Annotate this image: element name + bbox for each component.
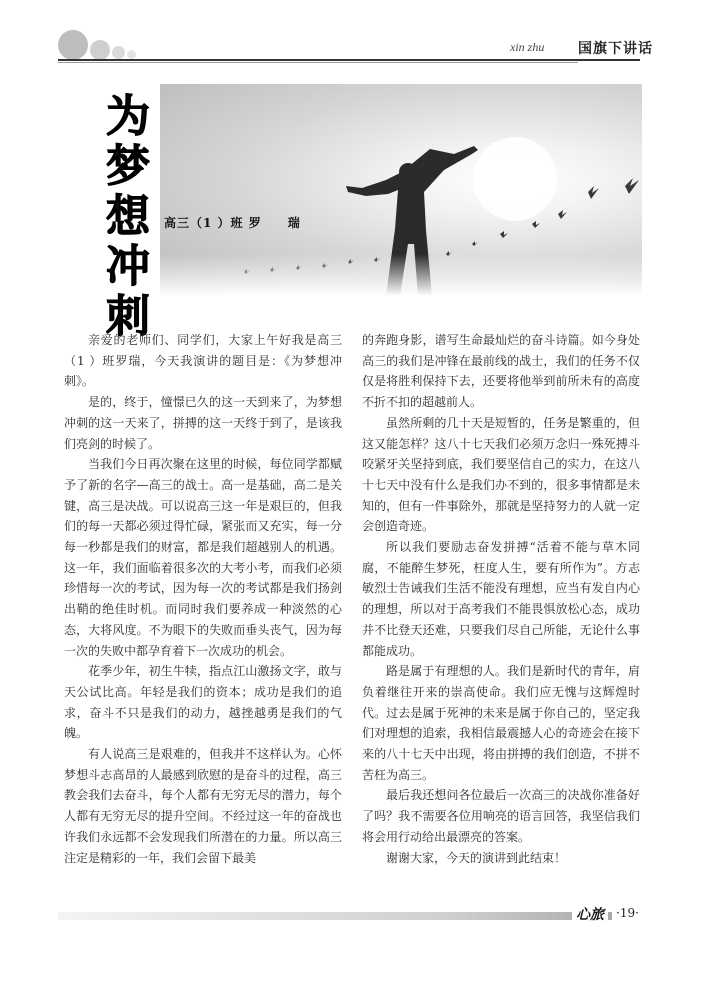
paragraph: 谢谢大家，今天的演讲到此结束！ <box>386 850 567 865</box>
footer-bar <box>58 912 618 920</box>
paragraph: 亲爱的老师们、同学们，大家上午好我是高三（1 ）班罗瑞，今天我演讲的题目是：《为梦想冲刺》。 <box>64 333 342 389</box>
article-title <box>100 92 156 342</box>
dot-small <box>112 46 125 59</box>
banner-fade <box>160 254 642 296</box>
dot-tiny <box>127 50 136 59</box>
article-column-left <box>64 330 342 868</box>
sun-icon <box>473 137 557 221</box>
title-char: 想 <box>106 191 150 242</box>
paragraph: 是的，终于，憧憬已久的这一天到来了，为梦想冲刺的这一天来了，拼搏的这一天终于到了，是该我们亮剑的时候了。 <box>64 395 342 451</box>
title-char: 梦 <box>106 141 150 192</box>
article-author: 高三（1 ）班 罗 瑞 <box>164 216 301 230</box>
paragraph: 路是属于有理想的人。我们是新时代的青年，肩负着继往开来的崇高使命。我们应无愧与这辉煌时代。过去是属于死神的未来是属于你自己的，坚定我们对理想的追索，我相信最震撼人心的奇迹会在接下来的八十七天中出现，将由拼搏的我们创造，不拼不苦枉为高三。 <box>362 664 640 782</box>
header-pinyin: xin zhu <box>510 40 545 54</box>
title-char: 刺 <box>106 291 150 342</box>
header-rule-thin <box>58 62 578 63</box>
paragraph: 当我们今日再次聚在这里的时候，每位同学都赋予了新的名字—高三的战士。高一是基础，高二是关键，高三是决战。可以说高三这一年是艰巨的，但我们的每一天都必须过得忙碌，紧张而又充实，每一分每一秒都是我们的财富，都是我们超越别人的机遇。这一年，我们面临着很多次的大考小考，而我们必须珍惜每一次的考试，因为每一次的考试都是我们扬剑出鞘的绝佳时机。而同时我们要养成一种淡然的心态，大将风度。不为眼下的失败而垂头丧气，因为每一次的失败中都孕育着下一次成功的机会。 <box>64 457 342 658</box>
title-char: 冲 <box>106 241 150 292</box>
paragraph: 虽然所剩的几十天是短暂的，任务是繁重的，但这又能怎样？这八十七天我们必须万念归一殊死搏斗咬紧牙关坚持到底，我们要坚信自己的实力，在这八十七天中没有什么是我们办不到的，很多事情都是未知的，但有一件事除外，那就是坚持努力的人就一定会创造奇迹。 <box>362 415 640 534</box>
dot-large <box>58 30 88 60</box>
dot-medium <box>90 40 110 60</box>
article-column-right <box>362 330 640 868</box>
paragraph: 花季少年，初生牛犊，指点江山激扬文字，敢与天公试比高。年轻是我们的资本；成功是我们的追求，奋斗不只是我们的动力，越挫越勇是我们的气魄。 <box>64 664 342 741</box>
paragraph-continued: 的奔跑身影，谱写生命最灿烂的奋斗诗篇。如今身处高三的我们是冲锋在最前线的战士，我们的任务不仅仅是将胜利保持下去，还要将他举到前所未有的高度不折不扣的超越前人。 <box>362 333 640 410</box>
article-banner <box>100 84 642 342</box>
paragraph: 有人说高三是艰难的，但我并不这样认为。心怀梦想斗志高昂的人最感到欣慰的是奋斗的过程，高三教会我们去奋斗，每个人都有无穷无尽的潜力，每个人都有无穷无尽的提升空间。不经过这一年的奋战也许我们永远都不会发现我们所潜在的力量。所以高三注定是精彩的一年，我们会留下最美 <box>64 747 342 865</box>
title-char: 为 <box>106 91 150 142</box>
paragraph: 所以我们要励志奋发拼搏“活着不能与草木同腐，不能醉生梦死，枉度人生，要有所作为”。方志敏烈士告诫我们生活不能没有理想，应当有发自内心的理想，所以对于高考我们不能畏惧放松心态，成功并不比登天还难，只要我们尽自己所能，无论什么事都能成功。 <box>362 540 640 658</box>
footer-page-number: ·19· <box>612 906 643 920</box>
header-section-title: 国旗下讲话 <box>578 41 653 57</box>
footer-magazine-name: 心旅 <box>572 904 608 924</box>
paragraph: 最后我还想问各位最后一次高三的决战你准备好了吗？我不需要各位用响亮的语言回答，我坚信我们将会用行动给出最漂亮的答案。 <box>362 788 640 844</box>
header-rule <box>58 59 640 61</box>
